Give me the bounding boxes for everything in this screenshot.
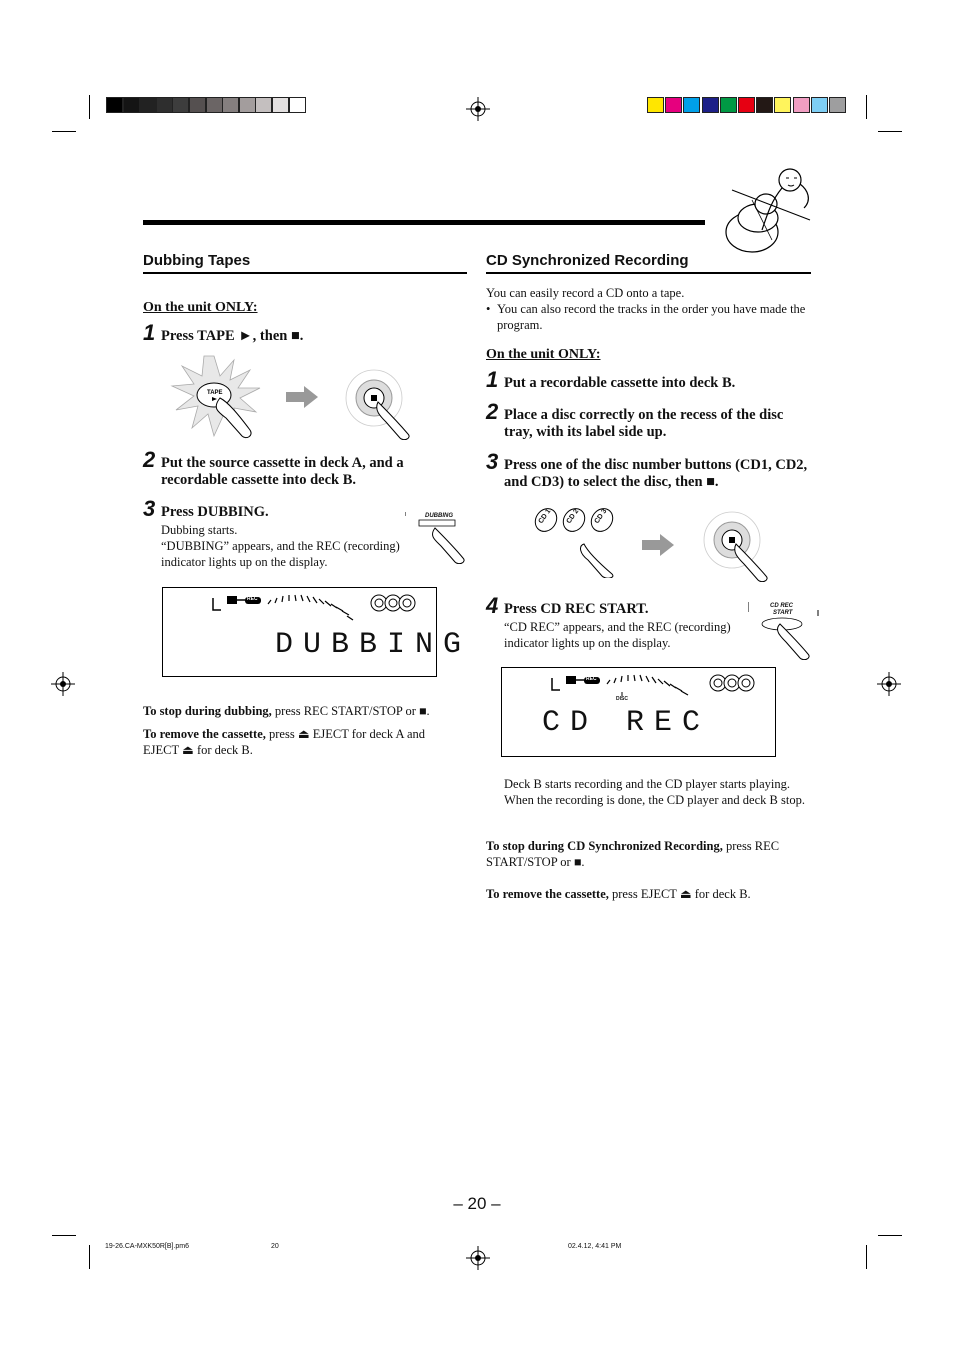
left-remove-rest: press ⏏ EJECT for deck A and EJECT ⏏ for deck B.: [143, 727, 426, 757]
tape-button-illustration: [168, 352, 264, 442]
right-bullet-marker: •: [486, 302, 491, 316]
stop-button-illustration: [696, 510, 776, 582]
footer-page: 20: [271, 1243, 279, 1250]
left-remove-bold: To remove the cassette,: [143, 727, 266, 741]
gray-swatch: [106, 97, 123, 113]
right-step-3-text: Press one of the disc number buttons (CD1, CD2, and CD3) to select the disc, then ■.: [504, 457, 808, 490]
cd-buttons-illustration: [530, 502, 630, 578]
right-stop-instructions: [486, 838, 801, 870]
left-step-1-text: Press TAPE ►, then ■.: [161, 328, 304, 344]
cd1-button-label: CD 1: [537, 507, 553, 526]
stop-button-illustration: [338, 368, 418, 440]
arrow-right-icon: [286, 386, 318, 408]
cd-rec-display-rec: REC: [586, 676, 597, 682]
page-number: – 20 –: [453, 1194, 501, 1213]
dubbing-display-text: DUBBING: [275, 628, 472, 662]
left-step-3-text: Press DUBBING.: [161, 504, 269, 520]
right-remove-rest: press EJECT ⏏ for deck B.: [608, 887, 751, 901]
right-step-1-text: Put a recordable cassette into deck B.: [504, 375, 736, 391]
right-on-unit-label: On the unit ONLY:: [486, 347, 601, 362]
registration-mark-bottom: [466, 1246, 490, 1270]
cd-rec-display-disc: DISC: [616, 696, 628, 702]
right-bullet-text: You can also record the tracks in the order you have made the program.: [497, 302, 806, 332]
right-remove-bold: To remove the cassette,: [486, 887, 609, 901]
color-swatch: [665, 97, 682, 113]
right-step-4-detail: “CD REC” appears, and the REC (recording) indicator lights up on the display.: [504, 620, 731, 650]
registration-mark-right: [877, 672, 901, 696]
color-swatch: [738, 97, 755, 113]
cd-rec-start-label-2: START: [773, 610, 793, 616]
gray-swatch: [255, 97, 272, 113]
right-after-text: Deck B starts recording and the CD player starts playing. When the recording is done, the CD player and deck B stop.: [504, 777, 805, 807]
left-on-unit-label: On the unit ONLY:: [143, 300, 258, 315]
registration-mark-left: [51, 672, 75, 696]
left-step-2-text: Put the source cassette in deck A, and a recordable cassette into deck B.: [161, 455, 404, 488]
footer-file: 19-26.CA-MXK50R[B].pm6: [105, 1243, 190, 1250]
cd3-button-label: CD 3: [593, 507, 609, 526]
right-step-1-number: 1: [486, 367, 499, 392]
gray-swatch: [139, 97, 156, 113]
gray-swatch: [239, 97, 256, 113]
color-swatch: [793, 97, 810, 113]
left-stop-instructions: [143, 703, 463, 719]
tape-button-label: TAPE: [207, 390, 223, 396]
violinist-illustration: [712, 160, 816, 256]
header-rule: [143, 220, 705, 225]
gray-swatch: [189, 97, 206, 113]
left-step-3-detail-1: Dubbing starts.: [161, 523, 238, 537]
gray-swatch: [123, 97, 140, 113]
dubbing-display: [162, 587, 472, 677]
left-heading-rule: [143, 272, 467, 274]
dubbing-tapes-heading: Dubbing Tapes: [143, 252, 251, 269]
cd-rec-display: [501, 667, 776, 757]
cd2-button-label: CD 2: [565, 507, 581, 526]
cd-sync-heading: CD Synchronized Recording: [486, 252, 689, 269]
right-step-4-text: Press CD REC START.: [504, 601, 649, 617]
cd-rec-start-label-1: CD REC: [770, 603, 794, 609]
gray-swatch: [222, 97, 239, 113]
right-heading-rule: [486, 272, 811, 274]
color-swatch: [829, 97, 846, 113]
color-swatch: [647, 97, 664, 113]
cd-rec-display-text: CD REC: [542, 706, 711, 740]
registration-mark-top: [466, 97, 490, 121]
color-swatch: [811, 97, 828, 113]
dubbing-display-rec: REC: [247, 596, 258, 602]
right-remove-instructions: [486, 886, 806, 902]
right-stop-bold: To stop during CD Synchronized Recording,: [486, 839, 723, 853]
dubbing-button-illustration: [405, 506, 471, 564]
gray-swatch: [172, 97, 189, 113]
color-swatch: [683, 97, 700, 113]
color-swatch: [774, 97, 791, 113]
right-step-4-number: 4: [486, 593, 499, 618]
left-remove-instructions: [143, 726, 448, 758]
color-swatch: [702, 97, 719, 113]
right-stop-rest: press REC START/STOP or ■.: [486, 839, 780, 869]
left-step-2-number: 2: [143, 447, 156, 472]
color-swatch: [756, 97, 773, 113]
left-stop-rest: press REC START/STOP or ■.: [271, 704, 430, 718]
left-step-3-detail-2: “DUBBING” appears, and the REC (recording) indicator lights up on the display.: [161, 539, 400, 569]
right-step-3-number: 3: [486, 449, 499, 474]
gray-swatch: [206, 97, 223, 113]
left-stop-bold: To stop during dubbing,: [143, 704, 272, 718]
left-step-1-number: 1: [143, 320, 156, 345]
dubbing-button-label: DUBBING: [425, 513, 453, 519]
footer-date: 02.4.12, 4:41 PM: [568, 1243, 622, 1250]
right-step-2-number: 2: [486, 399, 499, 424]
gray-swatch: [156, 97, 173, 113]
color-swatch: [720, 97, 737, 113]
right-intro: You can easily record a CD onto a tape.: [486, 286, 685, 300]
right-step-2-text: Place a disc correctly on the recess of the disc tray, with its label side up.: [504, 407, 784, 440]
left-step-3-number: 3: [143, 496, 156, 521]
arrow-right-icon: [642, 534, 674, 556]
gray-swatch: [272, 97, 289, 113]
gray-swatch: [289, 97, 306, 113]
cd-rec-start-button-illustration: [748, 600, 822, 660]
